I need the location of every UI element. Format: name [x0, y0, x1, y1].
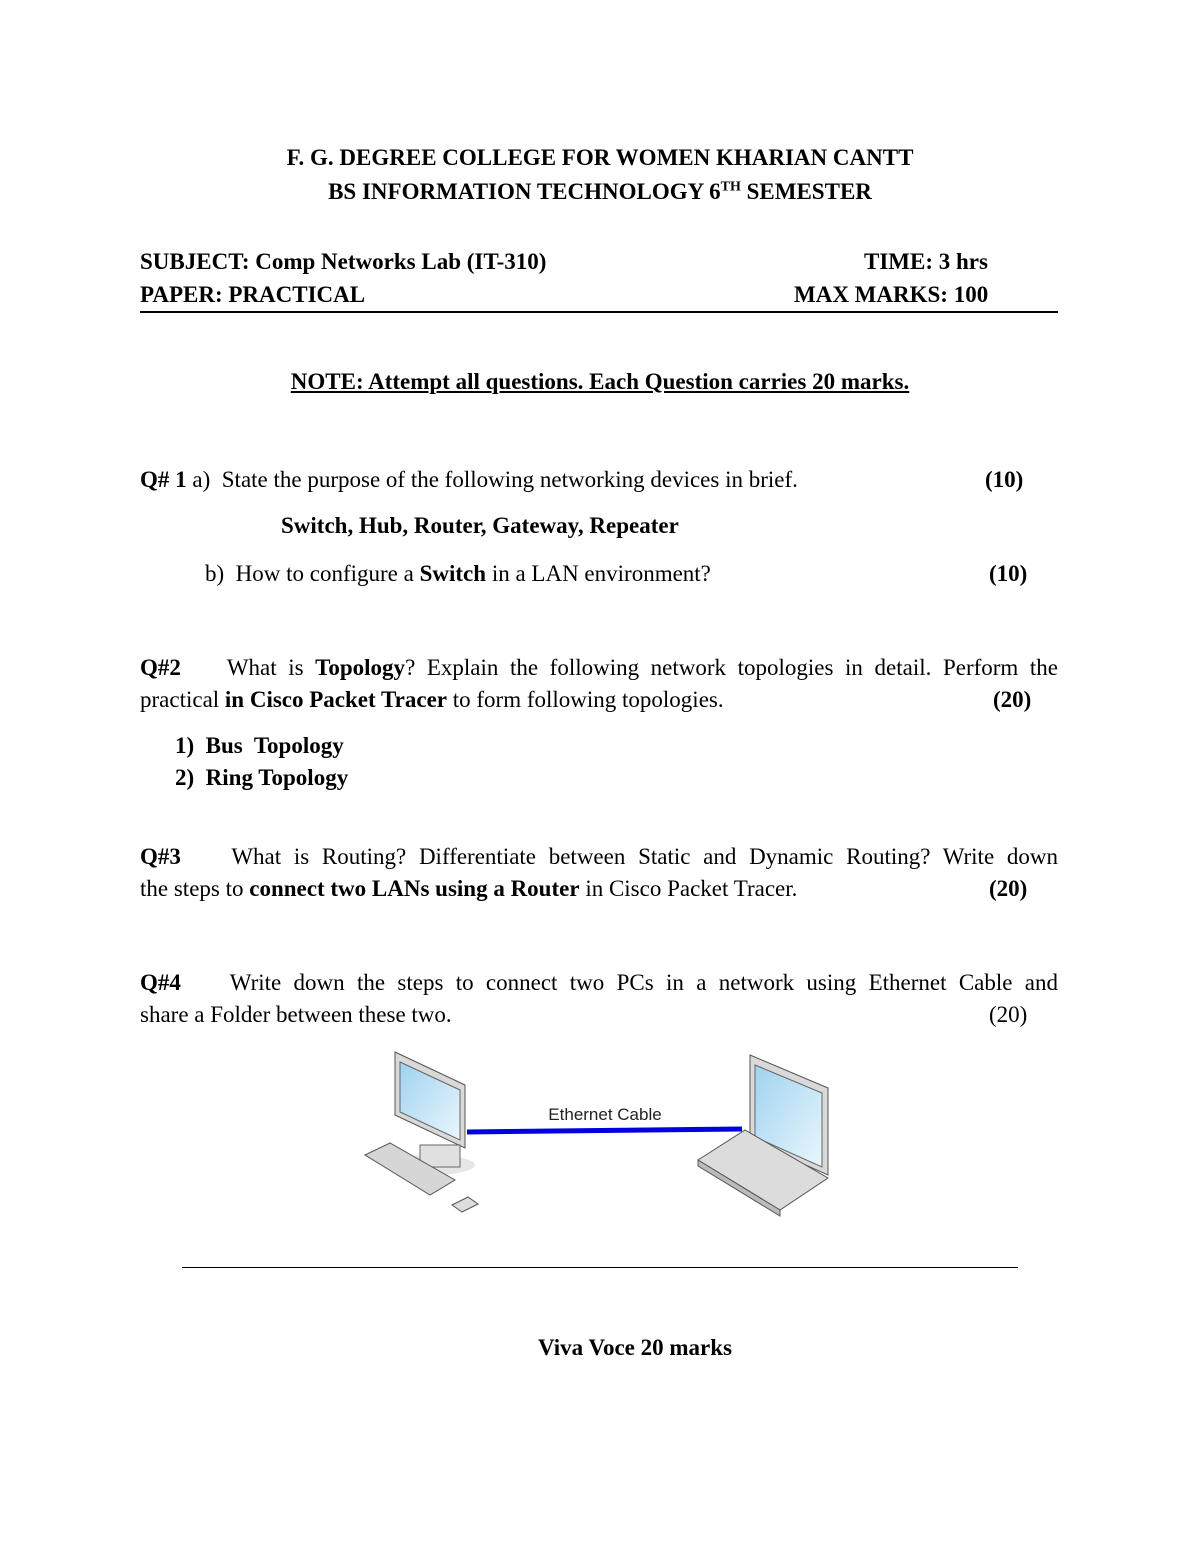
q2-marks: (20) — [993, 687, 1032, 712]
subject-line — [140, 248, 546, 276]
viva-voce: Viva Voce 20 marks — [537, 1335, 732, 1360]
ethernet-cable — [467, 1129, 742, 1132]
laptop-icon — [698, 1055, 828, 1216]
program-title — [0, 178, 1200, 206]
q3-number: Q#3 — [140, 844, 181, 869]
q1-devices: Switch, Hub, Router, Gateway, Repeater — [281, 513, 679, 538]
header-rule — [140, 311, 1058, 313]
q1-a-marks: (10) — [985, 467, 1024, 492]
q2-line1 — [140, 654, 1058, 682]
time: TIME: 3 hrs — [864, 249, 988, 274]
q2-l2-b: to form following topologies. — [446, 687, 724, 712]
q1-number: Q# 1 — [140, 467, 187, 492]
network-figure — [350, 1040, 850, 1230]
q2-l1-a: What is — [226, 655, 316, 680]
q2-l1-bold: Topology — [315, 655, 406, 680]
q1-b-marks: (10) — [989, 561, 1028, 586]
college-title: F. G. DEGREE COLLEGE FOR WOMEN KHARIAN CANTT — [286, 145, 914, 170]
q1-b-suffix: in a LAN environment? — [486, 561, 711, 586]
q2-l2-a: practical — [140, 687, 225, 712]
q1-b-prefix: b) How to configure a — [205, 561, 420, 586]
q1-b — [205, 560, 711, 588]
q3-line1 — [140, 843, 1058, 871]
q4-l1: Write down the steps to connect two PCs in a network using Ethernet Cable and — [229, 970, 1059, 995]
q1-b-bold: Switch — [419, 561, 487, 586]
q2-l2-bold: in Cisco Packet Tracer — [224, 687, 447, 712]
q3-l2-b: in Cisco Packet Tracer. — [579, 876, 798, 901]
q2-line2 — [140, 686, 724, 714]
program-sup: TH — [720, 179, 741, 195]
subject-value: Comp Networks Lab (IT-310) — [249, 249, 547, 274]
q3-l1: What is Routing? Differentiate between Static and Dynamic Routing? Write down — [231, 844, 1058, 869]
q4-number: Q#4 — [140, 970, 181, 995]
q2-item: 2) Ring Topology — [175, 765, 349, 790]
q3-line2 — [140, 875, 797, 903]
q2-number: Q#2 — [140, 655, 181, 680]
q3-marks: (20) — [989, 876, 1028, 901]
q4-line1 — [140, 969, 1058, 997]
q4-marks: (20) — [989, 1002, 1028, 1027]
paper-type: PAPER: PRACTICAL — [140, 282, 366, 307]
max-marks: MAX MARKS: 100 — [794, 282, 989, 307]
q2-l1-b: ? Explain the following network topologies in detail. Perform the — [405, 655, 1058, 680]
q3-l2-a: the steps to — [140, 876, 250, 901]
program-suffix: SEMESTER — [740, 179, 872, 204]
q1-a-text: a) State the purpose of the following networking devices in brief. — [186, 467, 798, 492]
footer-rule — [182, 1267, 1018, 1268]
subject-label: SUBJECT: — [140, 249, 250, 274]
q1-a — [140, 466, 798, 494]
q4-line2: share a Folder between these two. — [140, 1002, 452, 1027]
note: NOTE: Attempt all questions. Each Question carries 20 marks. — [290, 369, 910, 394]
desktop-pc-icon — [365, 1052, 478, 1212]
cable-label: Ethernet Cable — [548, 1105, 662, 1124]
program-prefix: BS INFORMATION TECHNOLOGY 6 — [328, 179, 721, 204]
q3-l2-bold: connect two LANs using a Router — [249, 876, 580, 901]
q2-item: 1) Bus Topology — [175, 733, 344, 758]
